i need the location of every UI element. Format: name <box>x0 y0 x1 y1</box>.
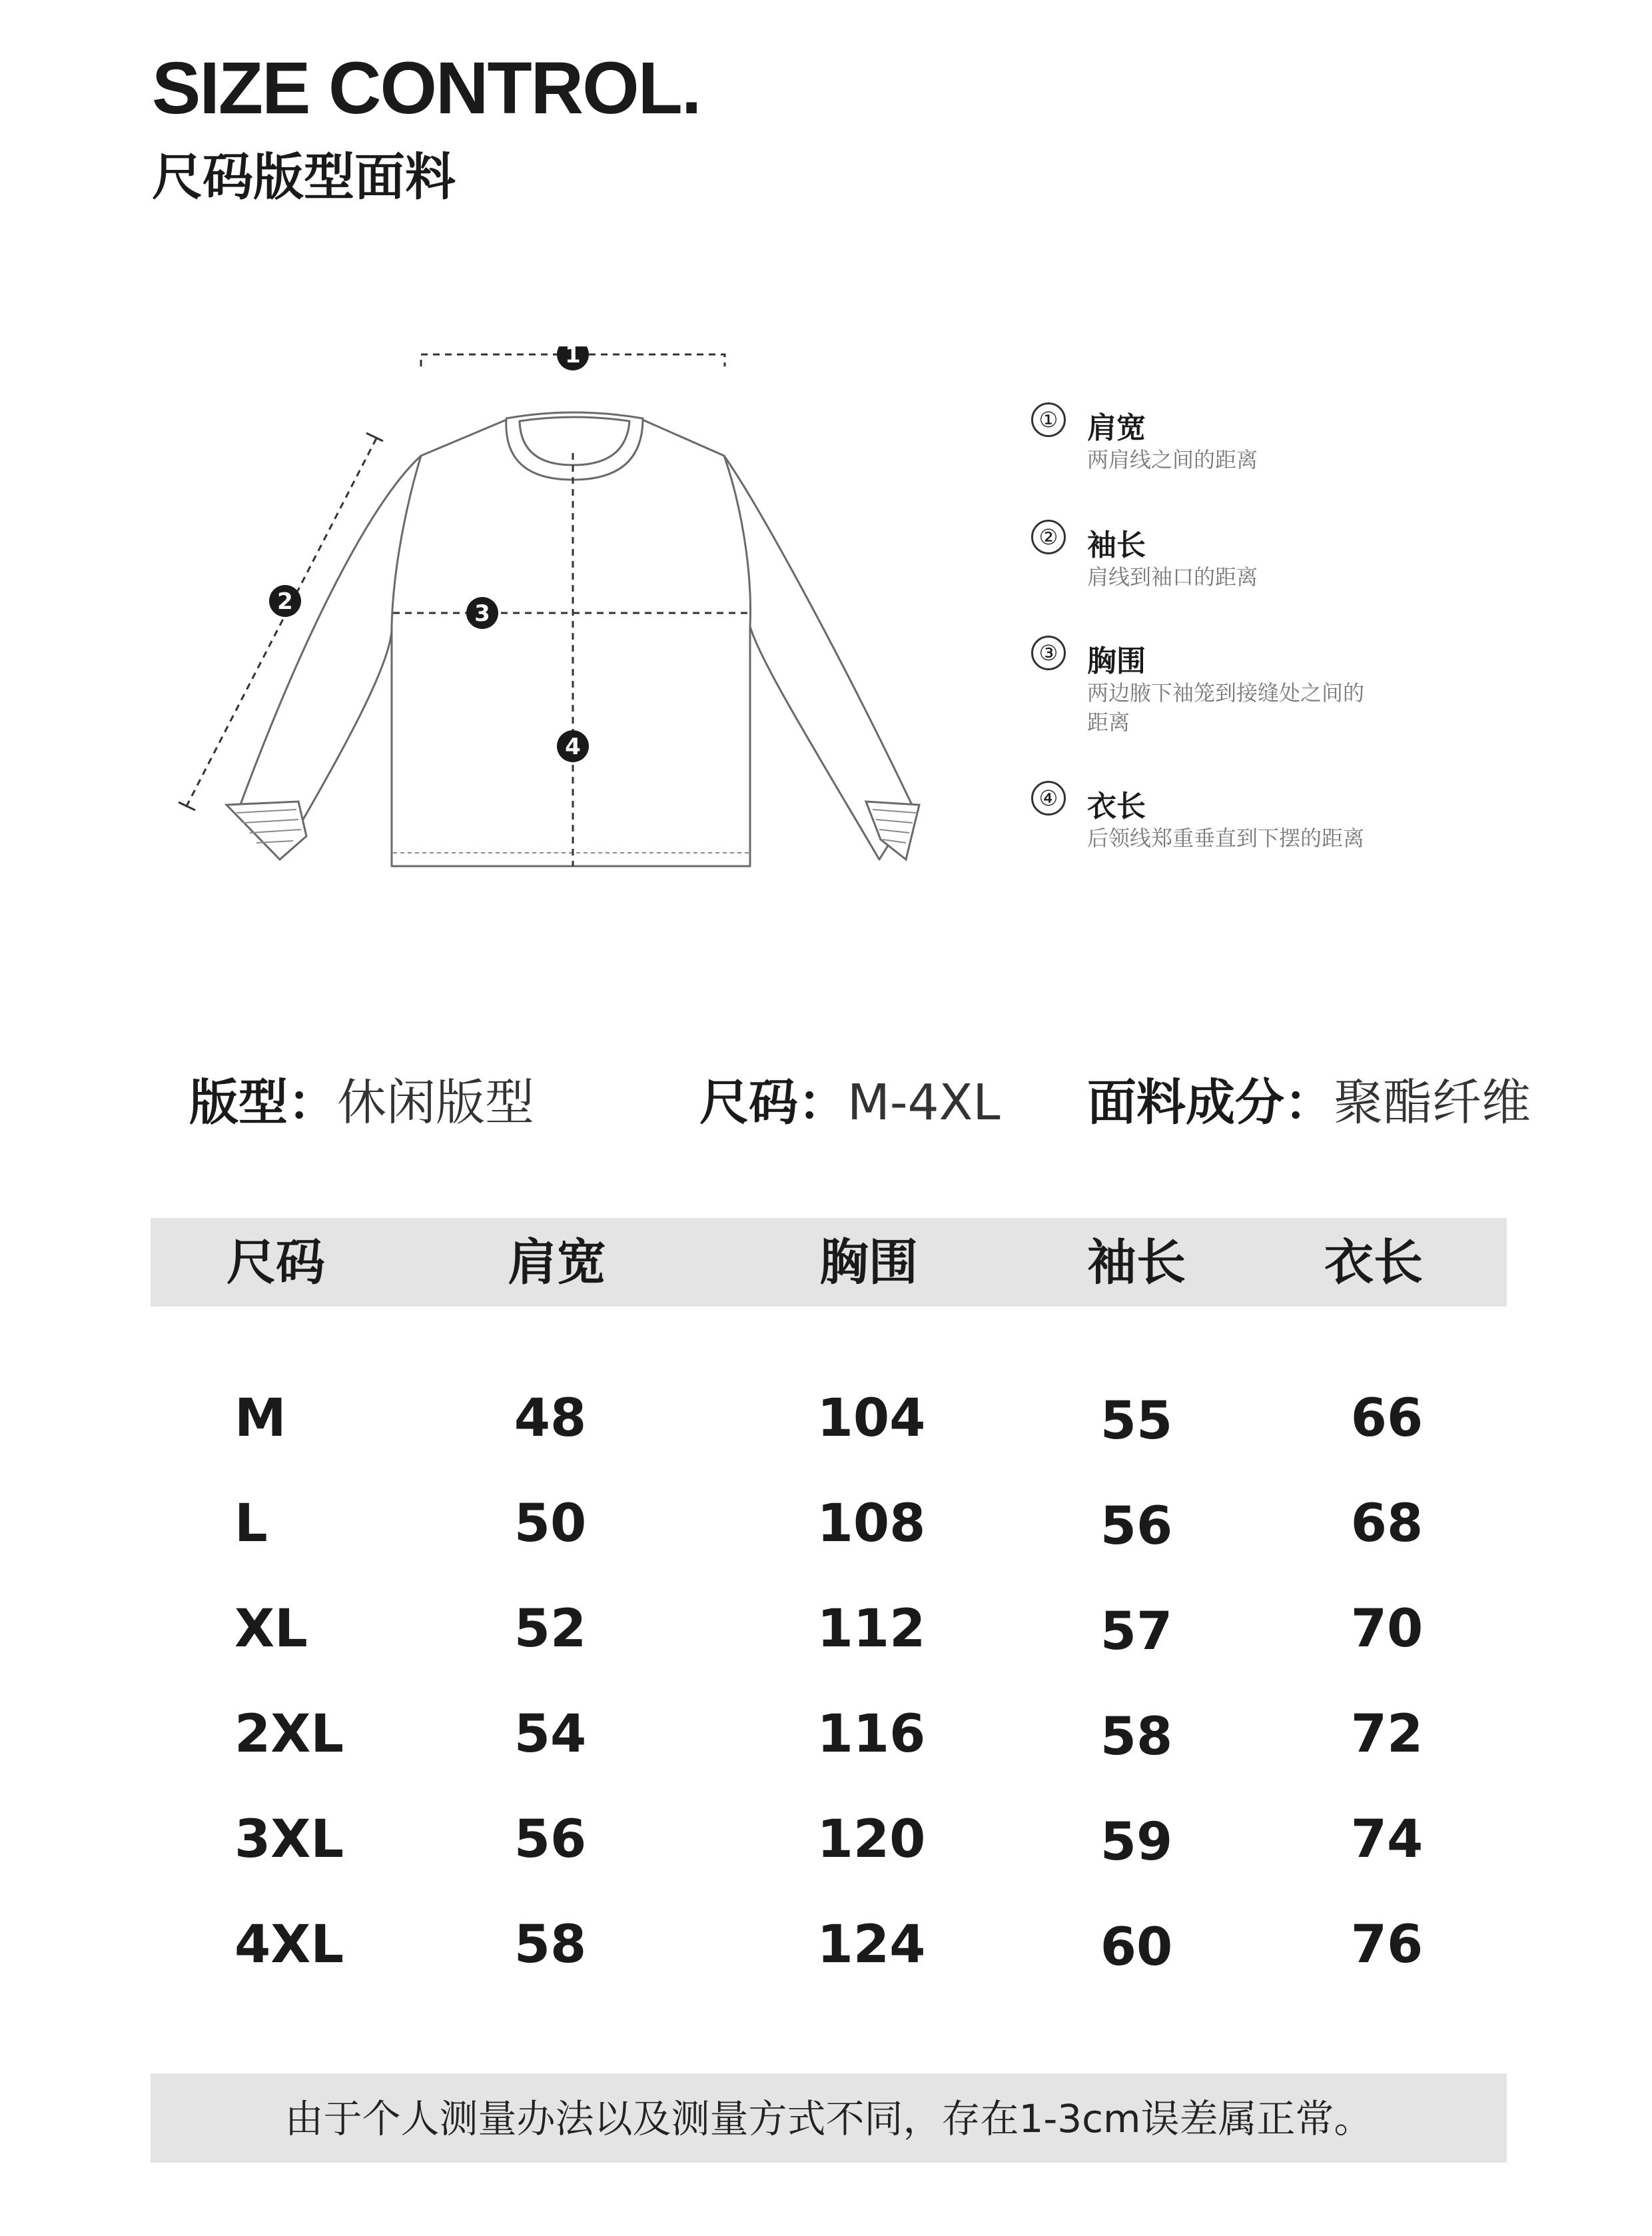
page-title: SIZE CONTROL. <box>152 47 701 129</box>
cell-chest: 108 <box>817 1494 926 1554</box>
footer-note: 由于个人测量办法以及测量方式不同，存在1-3cm误差属正常。 <box>284 2096 1373 2141</box>
spec-fit-value: 休闲版型 <box>337 1074 534 1131</box>
spec-fabric-label: 面料成分： <box>1087 1074 1334 1131</box>
cell-shoulder: 52 <box>514 1599 587 1659</box>
cell-size: 4XL <box>234 1915 344 1975</box>
cell-sleeve: 59 <box>1100 1812 1173 1872</box>
cell-sleeve: 58 <box>1100 1707 1173 1767</box>
table-header-shoulder: 肩宽 <box>508 1234 606 1291</box>
cell-size: M <box>234 1389 286 1448</box>
cell-sleeve: 57 <box>1100 1602 1173 1662</box>
cell-sleeve: 56 <box>1100 1496 1173 1556</box>
table-header-length: 衣长 <box>1324 1234 1423 1291</box>
legend-number: ④ <box>1031 781 1066 816</box>
spec-size <box>699 1074 1001 1131</box>
cell-shoulder: 58 <box>514 1915 587 1975</box>
legend-title: 袖长 <box>1087 528 1146 562</box>
cell-chest: 120 <box>817 1810 926 1870</box>
svg-text:2: 2 <box>277 588 293 615</box>
marker-4 <box>557 730 589 762</box>
legend-title: 胸围 <box>1087 644 1146 678</box>
marker-1 <box>557 346 589 370</box>
cell-length: 74 <box>1350 1810 1424 1870</box>
cell-size: 3XL <box>234 1810 344 1870</box>
cell-shoulder: 50 <box>514 1494 587 1554</box>
marker-2 <box>269 585 301 617</box>
spec-size-label: 尺码： <box>699 1074 847 1131</box>
cell-size: 2XL <box>234 1704 344 1764</box>
spec-fit-label: 版型： <box>189 1074 337 1131</box>
cell-size: L <box>234 1494 268 1554</box>
cell-shoulder: 48 <box>514 1389 587 1448</box>
svg-text:1: 1 <box>565 346 581 368</box>
cell-size: XL <box>234 1599 308 1659</box>
cell-sleeve: 55 <box>1100 1391 1173 1451</box>
spec-fabric <box>1087 1074 1531 1131</box>
table-header-sleeve: 袖长 <box>1087 1234 1186 1291</box>
marker-3 <box>466 597 498 629</box>
legend-desc: 后领线郑重垂直到下摆的距离 <box>1087 826 1365 851</box>
legend-desc: 肩线到袖口的距离 <box>1087 564 1258 590</box>
legend-title: 衣长 <box>1087 790 1146 824</box>
sweatshirt-diagram <box>173 346 933 893</box>
cell-chest: 124 <box>817 1915 926 1975</box>
cell-shoulder: 56 <box>514 1810 587 1870</box>
spec-fit <box>189 1074 534 1131</box>
cell-length: 76 <box>1350 1915 1424 1975</box>
svg-text:3: 3 <box>474 600 490 627</box>
legend-desc: 两肩线之间的距离 <box>1087 447 1258 472</box>
cell-length: 72 <box>1350 1704 1424 1764</box>
spec-size-value: M-4XL <box>847 1074 1001 1131</box>
cell-chest: 116 <box>817 1704 926 1764</box>
cell-shoulder: 54 <box>514 1704 587 1764</box>
legend-number: ② <box>1031 520 1066 554</box>
spec-fabric-value: 聚酯纤维 <box>1334 1074 1531 1131</box>
table-header-size: 尺码 <box>226 1234 325 1291</box>
table-header-chest: 胸围 <box>819 1234 918 1291</box>
cell-chest: 104 <box>817 1389 926 1448</box>
legend-number: ① <box>1031 402 1066 437</box>
cell-length: 68 <box>1350 1494 1424 1554</box>
legend-title: 肩宽 <box>1087 411 1146 445</box>
cell-sleeve: 60 <box>1100 1918 1173 1977</box>
legend-number: ③ <box>1031 636 1066 670</box>
page-subtitle: 尺码版型面料 <box>152 147 456 207</box>
cell-length: 66 <box>1350 1389 1424 1448</box>
svg-text:4: 4 <box>565 734 581 760</box>
cell-chest: 112 <box>817 1599 926 1659</box>
legend-desc: 两边腋下袖笼到接缝处之间的距离 <box>1087 680 1365 735</box>
cell-length: 70 <box>1350 1599 1424 1659</box>
